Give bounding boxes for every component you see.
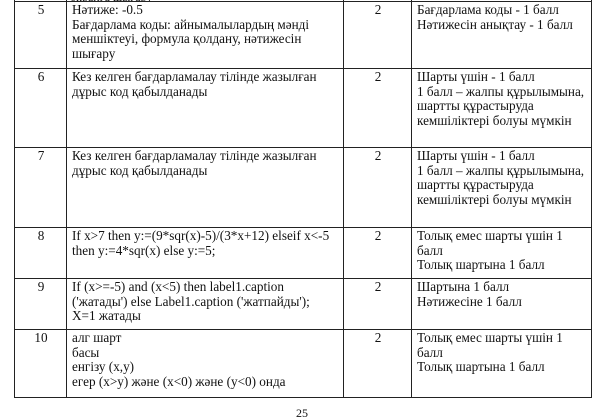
task-line: егер (х>у) және (х<0) және (у<0) онда (72, 375, 286, 390)
criteria-line: Шарты үшін - 1 балл (417, 69, 535, 84)
criteria-line: Нәтижесін анықтау - 1 балл (417, 16, 573, 32)
criteria-line: Толық шартына 1 балл (417, 257, 545, 273)
page-number: 25 (296, 406, 308, 420)
score-cell: 2 (344, 2, 412, 69)
row-number: 6 (15, 69, 67, 148)
task-cell (67, 330, 344, 398)
task-line: енгізу (х,у) (72, 360, 135, 375)
task-line: If (x>=-5) and (x<5) then label1.caption ('жатады') else Label1.caption ('жатпайды'); (72, 279, 310, 309)
criteria-line: Нәтижесіне 1 балл (417, 293, 522, 309)
table-row (15, 228, 592, 279)
task-line: Нәтиже: -0.5 (72, 2, 143, 17)
table-row (15, 148, 592, 228)
criteria-cell (412, 148, 592, 228)
task-cell (67, 228, 344, 279)
table-row (15, 2, 592, 69)
row-number: 7 (15, 148, 67, 228)
score-cell: 2 (344, 69, 412, 148)
table-row (15, 69, 592, 148)
task-line: басы (72, 345, 100, 360)
row-number: 9 (15, 279, 67, 330)
task-cell (67, 279, 344, 330)
row-number: 8 (15, 228, 67, 279)
table-row (15, 279, 592, 330)
task-cell (67, 2, 344, 69)
criteria-line: Толық емес шарты үшін 1 балл (417, 330, 563, 360)
criteria-line: Толық емес шарты үшін 1 балл (417, 228, 563, 258)
criteria-line: Бағдарлама коды - 1 балл (417, 2, 559, 17)
criteria-cell (412, 228, 592, 279)
criteria-line: Шарты үшін - 1 балл (417, 148, 535, 163)
criteria-cell (412, 279, 592, 330)
task-line: Кез келген бағдарламалау тілінде жазылған дұрыс код қабылданады (72, 69, 317, 99)
scoring-table (14, 0, 592, 398)
row-number: 5 (15, 2, 67, 69)
score-cell: 2 (344, 279, 412, 330)
criteria-line: Толық шартына 1 балл (417, 359, 545, 375)
task-line: If x>7 then y:=(9*sqr(x)-5)/(3*x+12) elseif x<-5 then y:=4*sqr(x) else y:=5; (72, 228, 330, 258)
task-line: алг шарт (72, 331, 122, 345)
criteria-line: 1 балл – жалпы құрылымына, шартты құрастыруда кемшіліктері болуы мүмкін (417, 162, 585, 208)
criteria-cell (412, 330, 592, 398)
task-line: Кез келген бағдарламалау тілінде жазылған дұрыс код қабылданады (72, 148, 317, 178)
criteria-line: 1 балл – жалпы құрылымына, шартты құрастыруда кемшіліктері болуы мүмкін (417, 83, 585, 129)
task-cell (67, 148, 344, 228)
table-row (15, 330, 592, 398)
score-cell: 2 (344, 148, 412, 228)
row-number: 10 (15, 330, 67, 398)
criteria-cell (412, 2, 592, 69)
score-cell: 2 (344, 228, 412, 279)
task-line: Бағдарлама коды: айнымалылардың мәнді меншіктеуі, формула қолдану, нәтижесін шығару (72, 16, 310, 62)
task-cell (67, 69, 344, 148)
score-cell: 2 (344, 330, 412, 398)
criteria-cell (412, 69, 592, 148)
task-line: X=1 жатады (72, 308, 141, 324)
criteria-line: Шартына 1 балл (417, 279, 510, 294)
